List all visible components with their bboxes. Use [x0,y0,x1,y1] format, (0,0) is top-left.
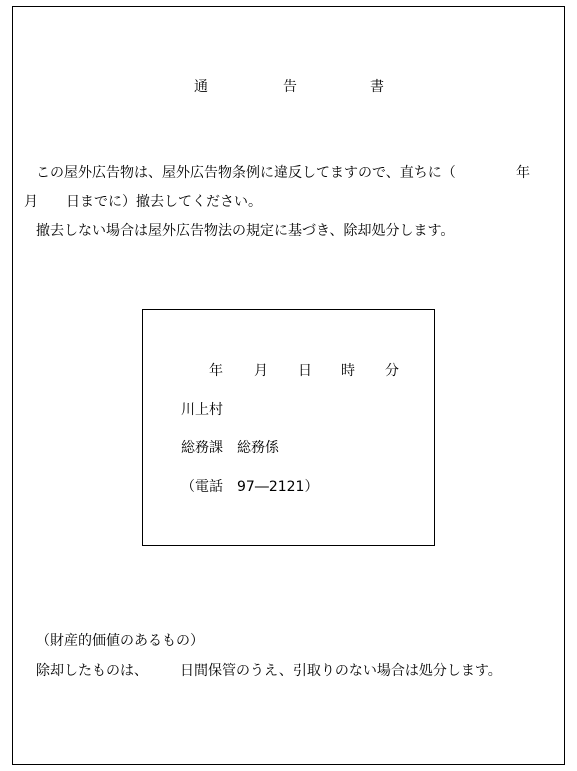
title-char-3: 書 [370,79,384,95]
notice-line-3: 撤去しない場合は屋外広告物法の規定に基づき、除却処分します。 [36,223,455,239]
date-month-label: 月 [254,363,268,379]
date-minute-label: 分 [385,363,399,379]
title-char-2: 告 [283,79,297,95]
title-char-1: 通 [194,79,208,95]
notice-month-label: 月 [24,194,38,210]
phone-number: （電話 97―2121） [181,479,319,495]
contact-box [142,309,435,546]
village-name: 川上村 [181,402,223,418]
department-name: 総務課 総務係 [181,440,279,456]
notice-line-2: 日までに）撤去してください。 [66,194,262,210]
storage-line-rest: 日間保管のうえ、引取りのない場合は処分します。 [180,663,502,679]
notice-year-label: 年 [516,165,530,181]
storage-line-start: 除却したものは、 [36,663,148,679]
valuable-note: （財産的価値のあるもの） [36,633,204,649]
notice-line-1: この屋外広告物は、屋外広告物条例に違反してますので、直ちに（ [36,165,456,181]
date-hour-label: 時 [341,363,355,379]
date-year-label: 年 [209,363,223,379]
date-day-label: 日 [298,363,312,379]
